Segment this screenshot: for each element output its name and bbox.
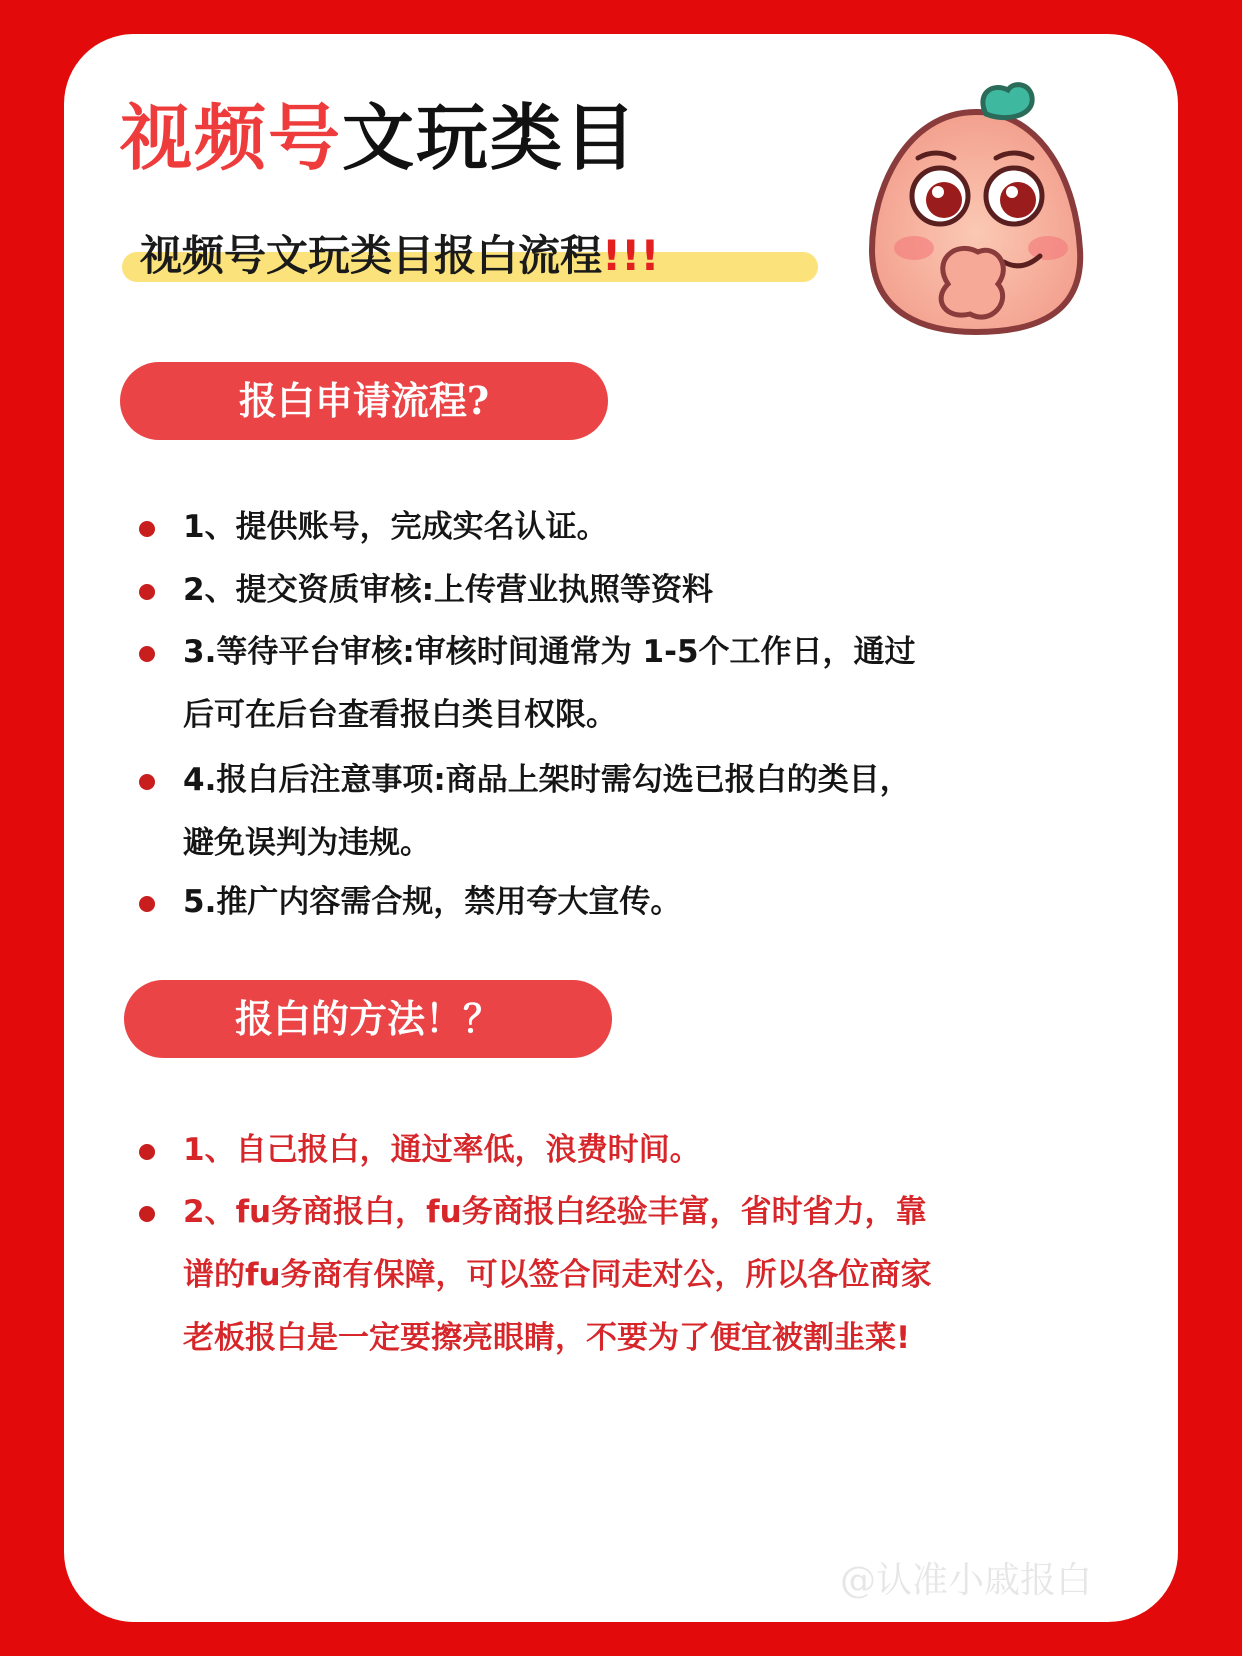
list-item: 1、提供账号，完成实名认证。 (183, 509, 608, 545)
list-item-continuation: 老板报白是一定要擦亮眼睛，不要为了便宜被割韭菜! (183, 1320, 911, 1356)
list-item: 3.等待平台审核:审核时间通常为 1-5个工作日，通过 (183, 634, 916, 670)
subtitle-exclamations: !!! (602, 231, 660, 280)
list-item: 1、自己报白，通过率低，浪费时间。 (183, 1132, 701, 1168)
list-item: 4.报白后注意事项:商品上架时需勾选已报白的类目， (183, 762, 911, 798)
subtitle-text: 视频号文玩类目报白流程 (140, 231, 603, 280)
list-item-continuation: 避免误判为违规。 (183, 825, 431, 861)
title-highlight: 视频号 (120, 96, 343, 180)
list-item: 2、fu务商报白，fu务商报白经验丰富，省时省力，靠 (183, 1194, 927, 1230)
bullet-icon (139, 584, 155, 600)
list-item-continuation: 后可在后台查看报白类目权限。 (183, 697, 617, 733)
title-main: 文玩类目 (342, 96, 639, 180)
page-title (120, 92, 638, 184)
list-item: 2、提交资质审核:上传营业执照等资料 (183, 572, 713, 608)
peach-mascot-icon (836, 70, 1116, 370)
section-pill-method: 报白的方法！？ (124, 980, 612, 1058)
bullet-icon (139, 1206, 155, 1222)
bullet-icon (139, 896, 155, 912)
bullet-icon (139, 1144, 155, 1160)
list-item: 5.推广内容需合规，禁用夸大宣传。 (183, 884, 682, 920)
watermark: @认准小戚报白 (840, 1560, 1093, 1601)
bullet-icon (139, 521, 155, 537)
section-pill-apply-process: 报白申请流程? (120, 362, 608, 440)
list-item-continuation: 谱的fu务商有保障，可以签合同走对公，所以各位商家 (183, 1257, 932, 1293)
bullet-icon (139, 646, 155, 662)
bullet-icon (139, 774, 155, 790)
subtitle (140, 228, 659, 284)
